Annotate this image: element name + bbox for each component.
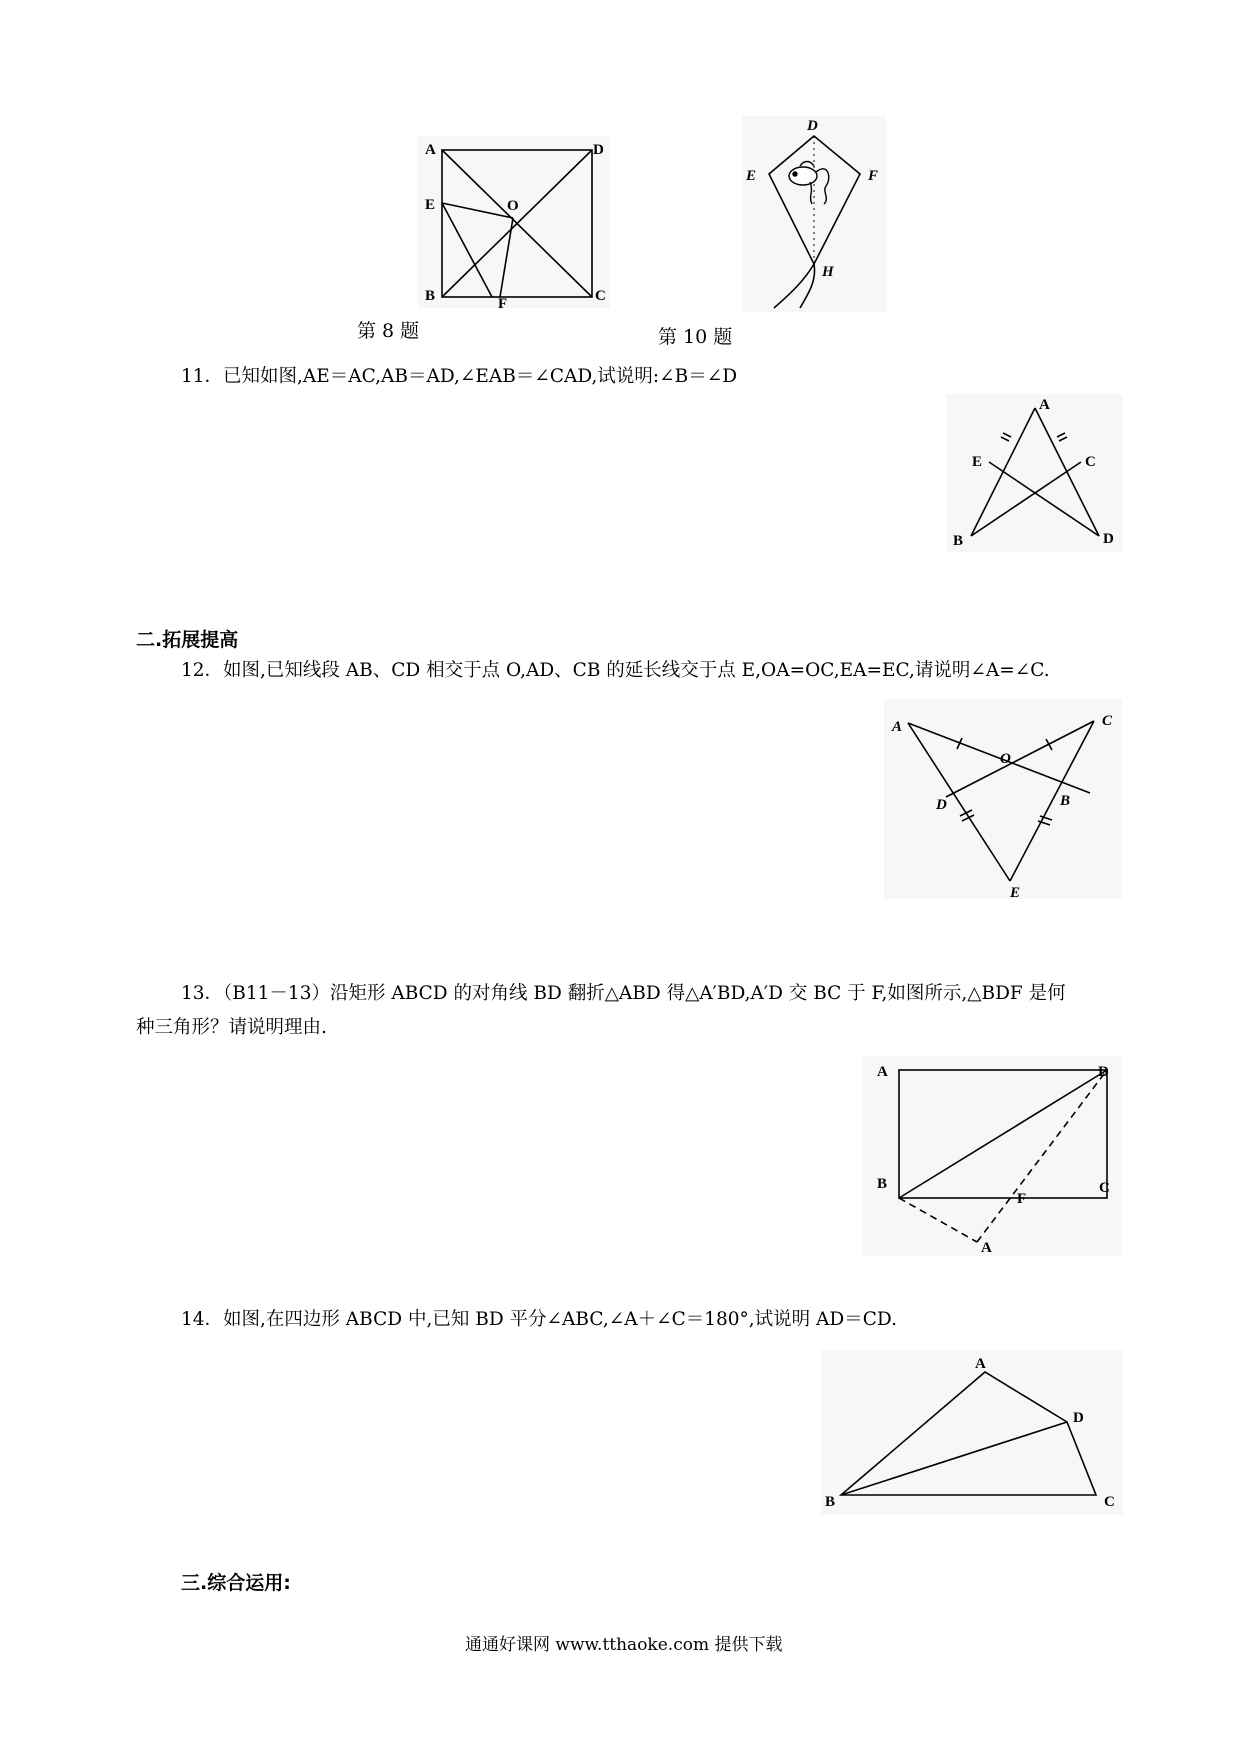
figure-8-caption: 第 8 题 <box>357 320 420 342</box>
fig8-label-a: A <box>425 142 436 158</box>
fig8-label-d: D <box>593 142 604 158</box>
figure-10-caption: 第 10 题 <box>658 326 733 348</box>
fig11-label-e: E <box>972 454 983 470</box>
fig12-label-o: O <box>1000 751 1011 767</box>
question-13-line-2: 种三角形？请说明理由. <box>136 1017 327 1038</box>
figure-13 <box>863 1056 1122 1256</box>
fig8-label-c: C <box>595 288 606 304</box>
page-footer: 通通好课网 www.tthaoke.com 提供下载 <box>465 1635 783 1655</box>
section-2-heading: 二.拓展提高 <box>136 629 239 651</box>
figure-10 <box>742 116 886 312</box>
figure-12 <box>884 699 1122 899</box>
fig11-label-c: C <box>1085 454 1096 470</box>
fig13-label-d: D <box>1098 1064 1109 1080</box>
question-14: 14．如图,在四边形 ABCD 中,已知 BD 平分∠ABC,∠A＋∠C＝180°,试说明 AD＝CD. <box>181 1309 897 1330</box>
fig12-label-c: C <box>1102 713 1113 729</box>
figure-8 <box>418 136 610 312</box>
fig10-label-f: F <box>868 168 879 184</box>
section-3-heading: 三.综合运用: <box>181 1572 291 1594</box>
fig12-label-e: E <box>1010 885 1021 901</box>
figure-14 <box>821 1350 1123 1515</box>
question-11: 11．已知如图,AE＝AC,AB＝AD,∠EAB＝∠CAD,试说明:∠B＝∠D <box>181 366 738 387</box>
fig10-label-d: D <box>807 118 818 134</box>
fig12-label-d: D <box>936 797 947 813</box>
figure-13-svg <box>863 1056 1122 1256</box>
goldfish-icon <box>789 162 829 205</box>
fig8-label-o: O <box>507 198 519 214</box>
figure-10-svg <box>742 116 886 312</box>
fig11-label-a: A <box>1039 397 1050 413</box>
fig14-label-c: C <box>1104 1494 1115 1510</box>
fig13-label-c: C <box>1099 1180 1110 1196</box>
fig8-label-f: F <box>498 296 508 312</box>
question-12: 12．如图,已知线段 AB、CD 相交于点 O,AD、CB 的延长线交于点 E,OA=OC,EA=EC,请说明∠A=∠C. <box>181 660 1050 681</box>
fig8-label-e: E <box>425 197 436 213</box>
figure-8-svg <box>418 136 610 312</box>
fig14-label-b: B <box>825 1494 836 1510</box>
figure-11 <box>947 394 1123 552</box>
question-13-line-1: 13．（B11－13）沿矩形 ABCD 的对角线 BD 翻折△ABD 得△A′BD,A′D 交 BC 于 F,如图所示,△BDF 是何 <box>181 983 1066 1004</box>
figure-12-svg <box>884 699 1122 899</box>
fig11-label-d: D <box>1103 531 1114 547</box>
fig13-label-f: F <box>1017 1191 1027 1207</box>
fig10-label-e: E <box>746 168 757 184</box>
figure-11-svg <box>947 394 1123 552</box>
figure-14-svg <box>821 1350 1123 1515</box>
fig11-label-b: B <box>953 533 964 549</box>
fig14-label-a: A <box>975 1356 986 1372</box>
fig12-label-b: B <box>1060 793 1071 809</box>
fig13-label-a: A <box>877 1064 888 1080</box>
fig12-label-a: A <box>892 719 903 735</box>
fig13-label-b: B <box>877 1176 888 1192</box>
fig8-label-b: B <box>425 288 436 304</box>
fig13-label-a-prime: A <box>981 1240 992 1256</box>
fig14-label-d: D <box>1073 1410 1084 1426</box>
fig10-label-h: H <box>822 264 834 280</box>
